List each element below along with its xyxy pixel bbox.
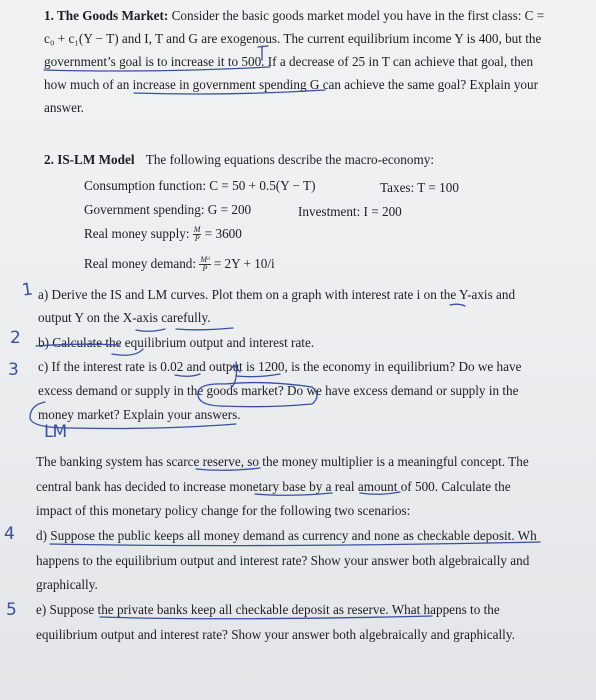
underline-x-axis [136,329,165,331]
money-demand-den: P [202,264,208,274]
part-c-line-3: money market? Explain your answers. [38,407,241,422]
q1-line1-text: Consider the basic goods market model you have in the first class: C = [171,8,545,23]
part-e-line-1: e) Suppose the private banks keep all checkable deposit as reserve. What happens to the [36,602,500,617]
part-c-line-2: excess demand or supply in the goods market? Do we have excess demand or supply in the [38,383,519,398]
check-b [112,349,143,355]
banking-para-line-2: central bank has decided to increase monetary base by a real amount of 500. Calculate the [36,479,511,494]
part-a-line-1: a) Derive the IS and LM curves. Plot them on a graph with interest rate i on the Y-axis and [38,287,516,302]
part-d-line-1: d) Suppose the public keeps all money demand as currency and none as checkable deposit. Wh [36,528,537,543]
part-b: b) Calculate the equilibrium output and interest rate. [38,335,315,350]
investment: Investment: I = 200 [298,204,402,219]
handwritten-number-4: 4 [4,524,15,544]
money-demand-value: = 2Y + 10/i [213,256,275,271]
underline-interest-rate [450,304,465,306]
part-c-line-1: c) If the interest rate is 0.02 and output is 1200, is the economy in equilibrium? Do we have [38,359,522,374]
circle-money-market [30,402,236,429]
handwritten-number-3: 3 [8,360,19,380]
q1-title: 1. The Goods Market: [44,8,169,23]
money-supply-label: Real money supply: [84,226,190,241]
part-d-line-2: happens to the equilibrium output and interest rate? Show your answer both algebraically and [36,553,530,568]
underline-monetary-base [255,493,332,495]
q1-line-3: government’s goal is to increase it to 500. If a decrease of 25 in T can achieve that goal, then [44,54,534,69]
part-a-line-2: output Y on the X-axis carefully. [38,310,211,325]
taxes: Taxes: T = 100 [380,180,459,195]
underline-1200 [236,374,280,377]
underline-scarce-reserve [196,468,260,470]
government-spending: Government spending: G = 200 [84,202,252,217]
handwritten-number-1: 1 [20,279,35,301]
money-supply-num: M [193,225,201,235]
underline-0.02 [175,374,200,376]
underline-real-amount [360,492,400,494]
underline-part-d [50,542,540,546]
underline-part-e [100,616,432,619]
banking-para-line-3: impact of this monetary policy change for the following two scenarios: [36,503,411,518]
consumption-function: Consumption function: C = 50 + 0.5(Y − T) [84,178,316,193]
banking-para-line-1: The banking system has scarce reserve, so the money multiplier is a meaningful concept. The [36,454,529,469]
handwritten-number-2: 2 [10,328,21,348]
q1-line-5: answer. [44,100,84,115]
money-demand-num: Mᵈ [200,255,210,265]
q2-intro: The following equations describe the macro-economy: [145,152,434,167]
handwritten-number-5: 5 [6,600,17,620]
underline-government-goal [44,67,270,71]
underline-government-spending [134,90,325,94]
q1-line-2: c₀ + c₁(Y − T) and I, T and G are exogenous. The current equilibrium income Y is 400, but the [44,31,542,46]
q2-title: 2. IS-LM Model [44,152,135,167]
money-demand-label: Real money demand: [84,256,197,271]
q1-line-4: how much of an increase in government spending G can achieve the same goal? Explain your [44,77,538,92]
circle-goods-market [198,383,317,407]
underline-carefully [176,328,233,330]
t-mark [258,46,268,60]
handwritten-lm: LM [44,422,67,442]
part-d-line-3: graphically. [36,577,98,592]
money-supply-value: = 3600 [204,226,242,241]
money-supply-den: P [194,234,200,244]
part-e-line-2: equilibrium output and interest rate? Show your answer both algebraically and graphically. [36,627,515,642]
separator-line [36,344,120,346]
